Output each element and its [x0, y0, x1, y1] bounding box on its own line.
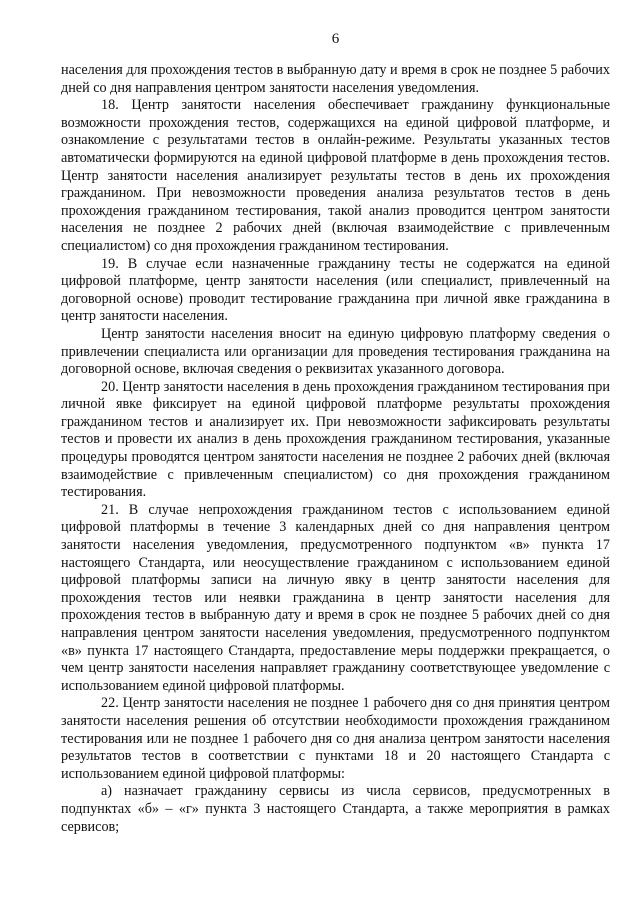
paragraph-22: 22. Центр занятости населения не позднее 1 рабочего дня со дня принятия центром занятости населения решения об отсутствии необходимости прохождения гражданином тестирования или не позднее 1 рабочего дня со дня анализа центром занятости населения результатов тестов в соответствии с пунктами 18 и 20 настоящего Стандарта с использованием единой цифровой платформы:: [61, 695, 610, 782]
paragraph-21: 21. В случае непрохождения гражданином тестов с использованием единой цифровой платформы в течение 3 календарных дней со дня направления центром занятости населения уведомления, предусмотренного подпунктом «в» пункта 17 настоящего Стандарта, или неосуществление гражданином с использованием единой цифровой платформы записи на личную явку в центр занятости населения для прохождения тестов или неявки гражданина в центр занятости населения для прохождения тестов в выбранную дату и время в срок не позднее 5 рабочих дней со дня направления центром занятости населения уведомления, предусмотренного подпунктом «в» пункта 17 настоящего Стандарта, предоставление меры поддержки прекращается, о чем центр занятости населения направляет гражданину соответствующее уведомление с использованием единой цифровой платформы.: [61, 501, 610, 694]
page-number: 6: [331, 31, 340, 47]
paragraph-continuation: населения для прохождения тестов в выбранную дату и время в срок не позднее 5 рабочих дней со дня направления центром занятости населения уведомления.: [61, 62, 610, 96]
paragraph-19: 19. В случае если назначенные гражданину тесты не содержатся на единой цифровой платформе, центр занятости населения (или специалист, привлеченный на договорной основе) проводит тестирование гражданина при личной явке гражданина в центр занятости населения.: [61, 255, 610, 325]
paragraph-20: 20. Центр занятости населения в день прохождения гражданином тестирования при личной явке фиксирует на единой цифровой платформе результаты прохождения гражданином тестов и анализирует их. При невозможности зафиксировать результаты тестов и провести их анализ в день прохождения гражданином тестирования, указанные процедуры проводятся центром занятости населения не позднее 2 рабочих дней (включая взаимодействие с привлеченным специалистом) со дня прохождения гражданином тестирования.: [61, 378, 610, 501]
document-body: [61, 62, 610, 836]
paragraph-18: 18. Центр занятости населения обеспечивает гражданину функциональные возможности прохождения тестов, содержащихся на единой цифровой платформе, и ознакомление с результатами тестов в онлайн-режиме. Результаты указанных тестов автоматически формируются на единой цифровой платформе в день прохождения тестов. Центр занятости населения анализирует результаты тестов в день их прохождения гражданином. При невозможности проведения анализа результатов тестов в день прохождения гражданином тестирования, такой анализ проводится центром занятости населения не позднее 2 рабочих дней (включая взаимодействие с привлеченным специалистом) со дня прохождения гражданином тестирования.: [61, 97, 610, 254]
paragraph-19-second: Центр занятости населения вносит на единую цифровую платформу сведения о привлечении специалиста или организации для проведения тестирования гражданина на договорной основе, включая сведения о реквизитах указанного договора.: [61, 325, 610, 378]
paragraph-22-a: а) назначает гражданину сервисы из числа сервисов, предусмотренных в подпунктах «б» – «г» пункта 3 настоящего Стандарта, а также мероприятия в рамках сервисов;: [61, 783, 610, 835]
